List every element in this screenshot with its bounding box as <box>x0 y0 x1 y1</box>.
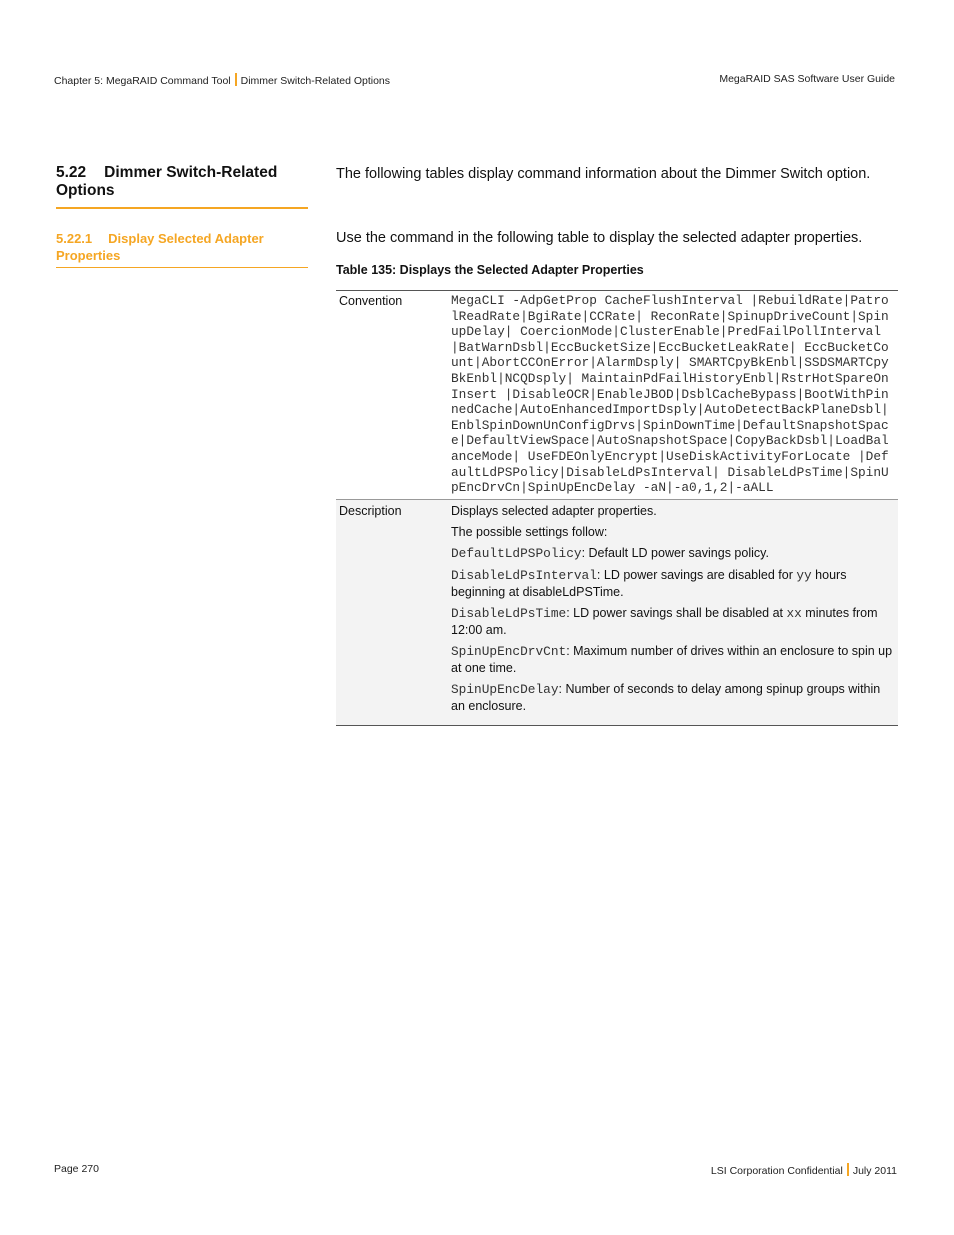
setting-variable: xx <box>786 605 802 621</box>
setting-code: SpinUpEncDelay <box>451 681 559 697</box>
subsection-number: 5.22.1 <box>56 231 93 246</box>
header-divider <box>235 73 237 86</box>
convention-cell <box>448 291 898 500</box>
footer-divider <box>847 1163 849 1176</box>
setting-disable-ld-ps-time <box>451 605 895 638</box>
setting-default-ld-ps-policy <box>451 545 895 562</box>
header-section: Dimmer Switch-Related Options <box>240 75 391 87</box>
table-row-convention <box>336 291 898 500</box>
section-intro: The following tables display command information about the Dimmer Switch option. <box>336 166 871 182</box>
setting-spin-up-enc-delay <box>451 681 895 714</box>
setting-text: : Maximum number of drives within an enclosure to spin up at one time. <box>451 643 893 675</box>
section-rule <box>56 207 308 209</box>
section-number: 5.22 <box>56 164 87 181</box>
settings-intro: The possible settings follow: <box>451 524 608 539</box>
setting-disable-ld-ps-interval <box>451 567 895 600</box>
convention-command: MegaCLI -AdpGetProp CacheFlushInterval |RebuildRate|PatrolReadRate|BgiRate|CCRate| ReconRate|SpinupDriveCount|SpinupDelay| CoercionMode|ClusterEnable|PredFailPollInterval |BatWarnDsbl|EccBucketSize|EccBucketLeakRate| EccBucketCount|AbortCCOnError|AlarmDsply| SMARTCpyBkEnbl|SSDSMARTCpyBkEnbl|NCQDsply| MaintainPdFailHistoryEnbl|RstrHotSpareOnInsert |DisableOCR|EnableJBOD|DsblCacheBypass|BootWithPinnedCache|AutoEnhancedImportDsply|AutoDetectBackPlaneDsbl|EnblSpinDownUnConfigDrvs|SpinDownTime|DefaultSnapshotSpace|DefaultViewSpace|AutoSnapshotSpace|CopyBackDsbl|LoadBalanceMode| UseFDEOnlyEncrypt|UseDiskActivityForLocate |DefaultLdPSPolicy|DisableLdPsInterval| DisableLdPsTime|SpinUpEncDrvCn|SpinUpEncDelay -aN|-a0,1,2|-aALL <box>451 293 889 496</box>
properties-table <box>336 290 898 726</box>
description-line: Displays selected adapter properties. <box>451 503 657 518</box>
setting-code: SpinUpEncDrvCnt <box>451 643 567 659</box>
header-chapter: Chapter 5: MegaRAID Command Tool <box>54 75 231 87</box>
page-header-left <box>54 73 390 87</box>
section-title: Dimmer Switch-Related Options <box>56 164 278 199</box>
table-caption: Table 135: Displays the Selected Adapter Properties <box>336 263 644 277</box>
footer-page-number: Page 270 <box>54 1163 99 1175</box>
setting-text: : LD power savings are disabled for <box>596 567 797 582</box>
convention-label: Convention <box>336 291 448 500</box>
setting-code: DisableLdPsTime <box>451 605 567 621</box>
section-heading <box>56 164 308 200</box>
subsection-intro: Use the command in the following table to display the selected adapter properties. <box>336 230 863 246</box>
subsection-heading[interactable] <box>56 230 308 264</box>
setting-code: DefaultLdPSPolicy <box>451 545 582 561</box>
setting-text: minutes from 12:00 am. <box>451 605 878 637</box>
description-cell <box>448 499 898 725</box>
setting-spin-up-enc-drv-cnt <box>451 643 895 676</box>
setting-text: : LD power savings shall be disabled at <box>566 605 787 620</box>
subsection-title: Display Selected Adapter Properties <box>56 231 264 263</box>
description-label: Description <box>336 499 448 725</box>
footer-confidential: LSI Corporation Confidential <box>710 1165 843 1177</box>
setting-text: hours beginning at disableLdPSTime. <box>451 567 847 599</box>
subsection-rule <box>56 267 308 268</box>
page-footer-right <box>711 1163 897 1177</box>
setting-text: : Default LD power savings policy. <box>581 545 769 560</box>
setting-variable: yy <box>796 567 812 583</box>
footer-date: July 2011 <box>852 1165 897 1177</box>
header-guide-title: MegaRAID SAS Software User Guide <box>719 73 895 85</box>
setting-code: DisableLdPsInterval <box>451 567 597 583</box>
setting-text: : Number of seconds to delay among spinup groups within an enclosure. <box>451 681 881 713</box>
table-row-description <box>336 499 898 725</box>
